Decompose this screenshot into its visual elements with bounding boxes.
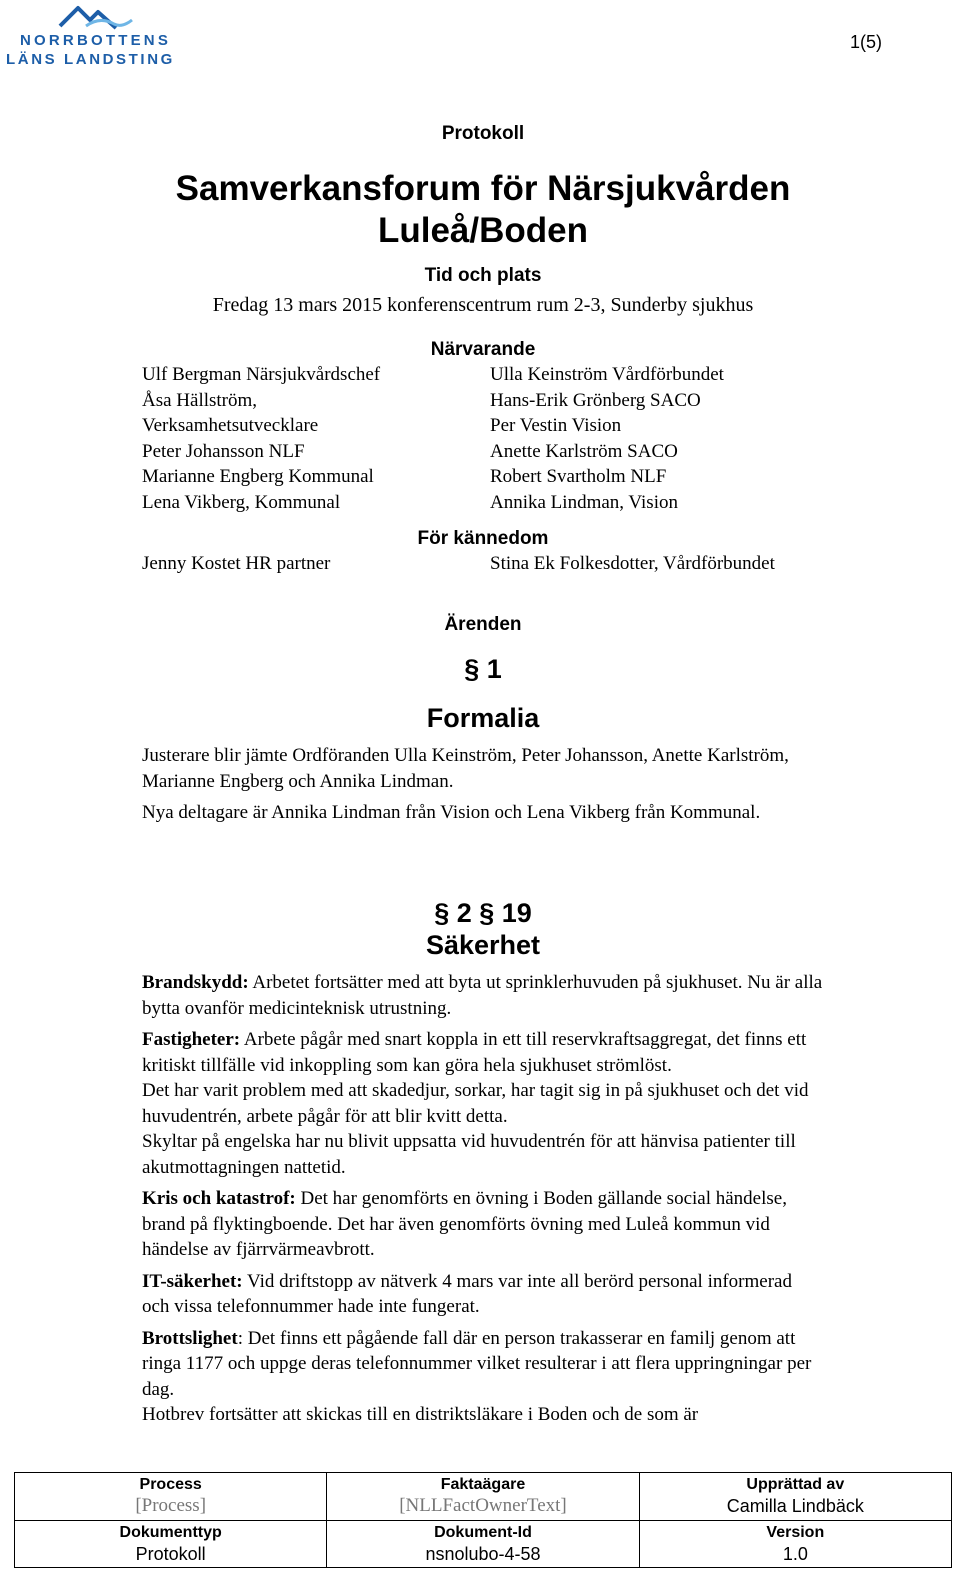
attendees-heading: Närvarande (430, 339, 536, 360)
footer-cell-process (15, 1473, 327, 1521)
agenda-heading: Ärenden (444, 614, 522, 635)
footer-cell-version (639, 1520, 951, 1568)
paragraph-it-security (142, 1269, 824, 1320)
footer-label: Dokumenttyp (119, 1523, 222, 1541)
document-type: Protokoll (441, 123, 525, 144)
logo-line-2: LÄNS LANDSTING (6, 51, 175, 68)
document-footer-table (14, 1472, 952, 1568)
document-title-line-2: Luleå/Boden (377, 211, 589, 250)
document-title-line-1: Samverkansforum för Närsjukvården (175, 169, 791, 208)
text: : Det finns ett pågående fall där en person trakasserar en familj genom att ringa 1177 och uppge deras telefonnummer vilket resulterar i att flera uppringningar per dag. (142, 1327, 812, 1400)
footer-label: Process (139, 1476, 202, 1494)
time-place-heading: Tid och plats (424, 265, 542, 286)
paragraph: Nya deltagare är Annika Lindman från Vision och Lena Vikberg från Kommunal. (142, 802, 761, 823)
attendee: Verksamhetsutvecklare (142, 415, 319, 436)
for-info-heading: För kännedom (417, 528, 549, 549)
text: Arbetet fortsätter med att byta ut sprinklerhuvuden på sjukhuset. Nu är alla bytta ovanför medicinteknisk utrustning. (142, 972, 823, 1019)
footer-value: Camilla Lindbäck (726, 1496, 864, 1517)
section-1-title: Formalia (426, 703, 540, 733)
page-number: 1(5) (849, 32, 882, 52)
mountain-wave-icon (56, 4, 136, 30)
paragraph: Justerare blir jämte Ordföranden Ulla Keinström, Peter Johansson, Anette Karlström, Marianne Engberg och Annika Lindman. (142, 745, 789, 792)
logo-line-1: NORRBOTTENS (20, 32, 172, 49)
paragraph-crime (142, 1326, 824, 1403)
attendees-right-column (490, 362, 724, 515)
for-info-left: Jenny Kostet HR partner (142, 553, 331, 574)
footer-cell-doctype (15, 1520, 327, 1568)
for-info-right: Stina Ek Folkesdotter, Vårdförbundet (490, 553, 775, 574)
footer-row (15, 1473, 952, 1521)
label: Fastigheter: (142, 1029, 241, 1050)
paragraph-crisis (142, 1186, 824, 1263)
attendee: Robert Svartholm NLF (490, 466, 667, 487)
section-1-number: § 1 (464, 654, 502, 684)
section-2-number: § 2 § 19 (434, 898, 532, 928)
footer-label: Upprättad av (746, 1476, 845, 1494)
paragraph-properties (142, 1027, 824, 1078)
footer-value: [NLLFactOwnerText] (399, 1495, 567, 1517)
attendee: Marianne Engberg Kommunal (142, 466, 374, 487)
footer-value: 1.0 (782, 1543, 808, 1564)
attendee: Peter Johansson NLF (142, 440, 305, 462)
label: Brottslighet (142, 1327, 238, 1349)
attendee: Per Vestin Vision (490, 415, 622, 436)
footer-cell-docid (327, 1520, 639, 1568)
footer-cell-owner (327, 1473, 639, 1521)
attendee: Ulf Bergman Närsjukvårdschef (142, 364, 381, 385)
footer-label: Version (766, 1523, 825, 1541)
footer-value: Protokoll (135, 1543, 206, 1564)
text: Arbete pågår med snart koppla in ett till reservkraftsaggregat, det finns ett kritiskt tillfälle vid inkoppling som kan göra hela sjukhuset strömlöst. (142, 1029, 807, 1076)
paragraph: Hotbrev fortsätter att skickas till en distriktsläkare i Boden och de som är (142, 1404, 699, 1425)
section-1-body (142, 743, 822, 826)
attendee: Åsa Hällström, (142, 389, 258, 411)
footer-label: Dokument-Id (434, 1523, 532, 1541)
label: Brandskydd: (142, 972, 249, 993)
paragraph: Det har varit problem med att skadedjur, sorkar, har tagit sig in på sjukhuset och det vid huvudentrén, arbete pågår för att blir kvitt detta. (142, 1080, 809, 1127)
label: IT-säkerhet: (142, 1270, 243, 1292)
organization-logo (6, 2, 178, 74)
footer-value: nsnolubo-4-58 (425, 1543, 541, 1564)
time-place-text: Fredag 13 mars 2015 konferenscentrum rum 2-3, Sunderby sjukhus (212, 294, 754, 316)
section-2-body (142, 970, 824, 1428)
label: Kris och katastrof: (142, 1188, 296, 1209)
footer-label: Faktaägare (440, 1476, 526, 1494)
attendee: Annika Lindman, Vision (490, 491, 678, 513)
section-2-title: Säkerhet (425, 930, 541, 960)
text: Det har genomförts en övning i Boden gällande social händelse, brand på flyktingboende. Det har även genomförts övning med Luleå kommun vid händelse av fjärrvärmeavbrott. (142, 1188, 787, 1260)
attendee: Ulla Keinström Vårdförbundet (490, 364, 724, 385)
footer-value: [Process] (135, 1495, 207, 1517)
text: Vid driftstopp av nätverk 4 mars var inte all berörd personal informerad och vissa telefonnummer hade inte fungerat. (142, 1270, 792, 1317)
footer-cell-author (639, 1473, 951, 1521)
paragraph: Skyltar på engelska har nu blivit uppsatta vid huvudentrén för att hänvisa patienter till akutmottagningen nattetid. (142, 1131, 796, 1178)
footer-row (15, 1520, 952, 1568)
attendees-left-column (142, 362, 380, 515)
attendee: Hans-Erik Grönberg SACO (490, 389, 701, 411)
paragraph-fire-safety (142, 970, 824, 1021)
attendee: Lena Vikberg, Kommunal (142, 491, 341, 513)
attendee: Anette Karlström SACO (490, 440, 678, 462)
